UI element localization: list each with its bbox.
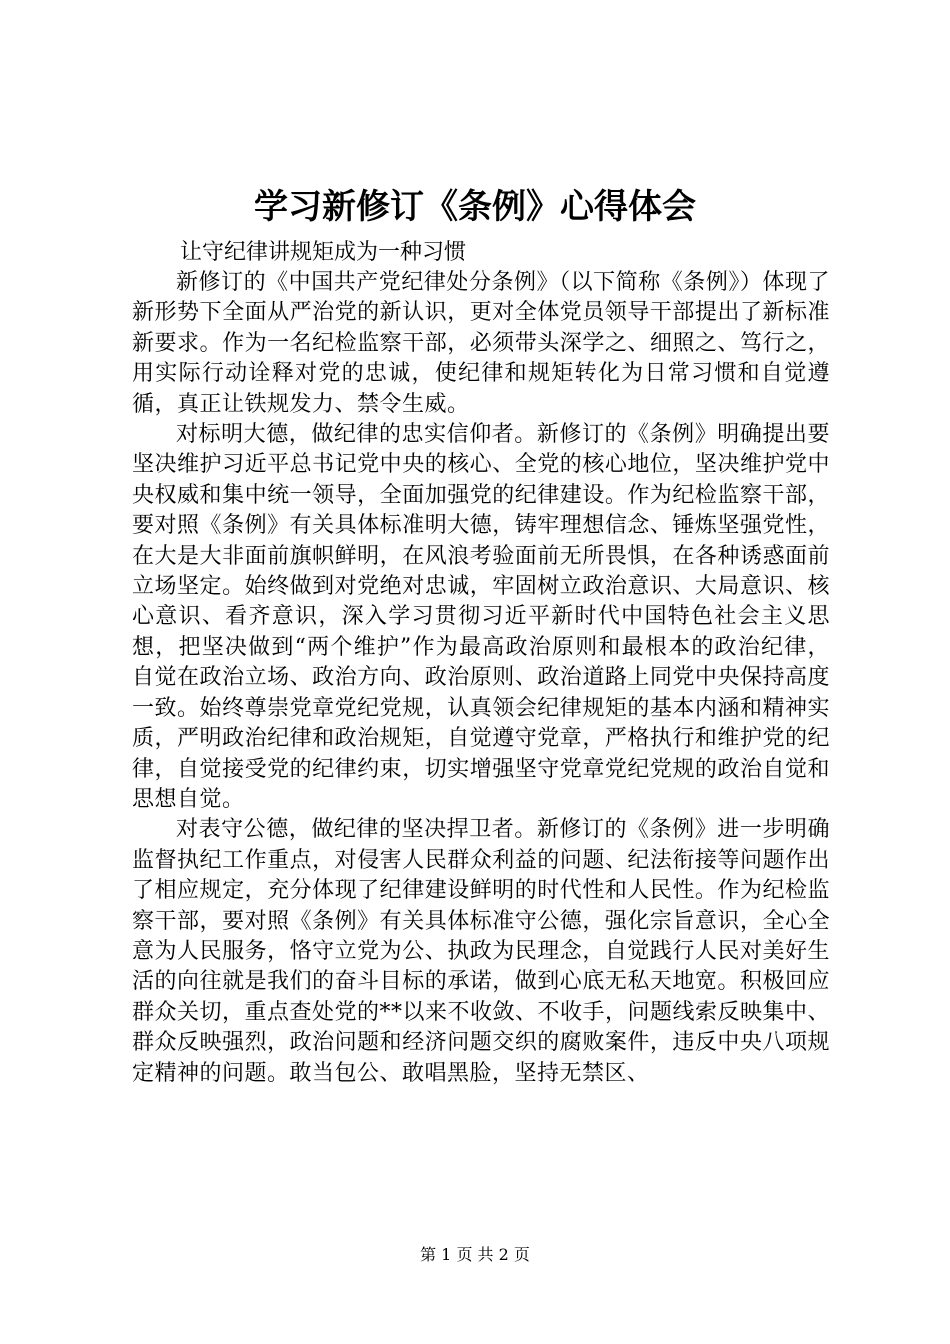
document-subtitle: 让守纪律讲规矩成为一种习惯 bbox=[180, 240, 467, 265]
page-footer: 第 1 页 共 2 页 bbox=[420, 1245, 530, 1264]
paragraph: 新修订的《中国共产党纪律处分条例》（以下简称《条例》）体现了新形势下全面从严治党的新认识，更对全体党员领导干部提出了新标准新要求。作为一名纪检监察干部，必须带头深学之、细照之、笃行之，用实际行动诠释对党的忠诚，使纪律和规矩转化为日常习惯和自觉遵循，真正让铁规发力、禁令生威。 bbox=[132, 270, 830, 417]
paragraph: 对标明大德，做纪律的忠实信仰者。新修订的《条例》明确提出要坚决维护习近平总书记党中央的核心、全党的核心地位，坚决维护党中央权威和集中统一领导，全面加强党的纪律建设。作为纪检监察干部，要对照《条例》有关具体标准明大德，铸牢理想信念、锤炼坚强党性，在大是大非面前旗帜鲜明，在风浪考验面前无所畏惧，在各种诱惑面前立场坚定。始终做到对党绝对忠诚，牢固树立政治意识、大局意识、核心意识、看齐意识，深入学习贯彻习近平新时代中国特色社会主义思想，把坚决做到“两个维护”作为最高政治原则和最根本的政治纪律，自觉在政治立场、政治方向、政治原则、政治道路上同党中央保持高度一致。始终尊崇党章党纪党规，认真领会纪律规矩的基本内涵和精神实质，严明政治纪律和政治规矩，自觉遵守党章，严格执行和维护党的纪律，自觉接受党的纪律约束，切实增强坚守党章党纪党规的政治自觉和思想自觉。 bbox=[132, 422, 830, 812]
paragraph: 对表守公德，做纪律的坚决捍卫者。新修订的《条例》进一步明确监督执纪工作重点，对侵害人民群众利益的问题、纪法衔接等问题作出了相应规定，充分体现了纪律建设鲜明的时代性和人民性。作为纪检监察干部，要对照《条例》有关具体标准守公德，强化宗旨意识，全心全意为人民服务，恪守立党为公、执政为民理念，自觉践行人民对美好生活的向往就是我们的奋斗目标的承诺，做到心底无私天地宽。积极回应群众关切，重点查处党的**以来不收敛、不收手，问题线索反映集中、群众反映强烈，政治问题和经济问题交织的腐败案件，违反中央八项规定精神的问题。敢当包公、敢唱黑脸，坚持无禁区、 bbox=[132, 817, 831, 1086]
document-body bbox=[132, 268, 830, 1089]
document-title: 学习新修订《条例》心得体会 bbox=[254, 187, 696, 227]
